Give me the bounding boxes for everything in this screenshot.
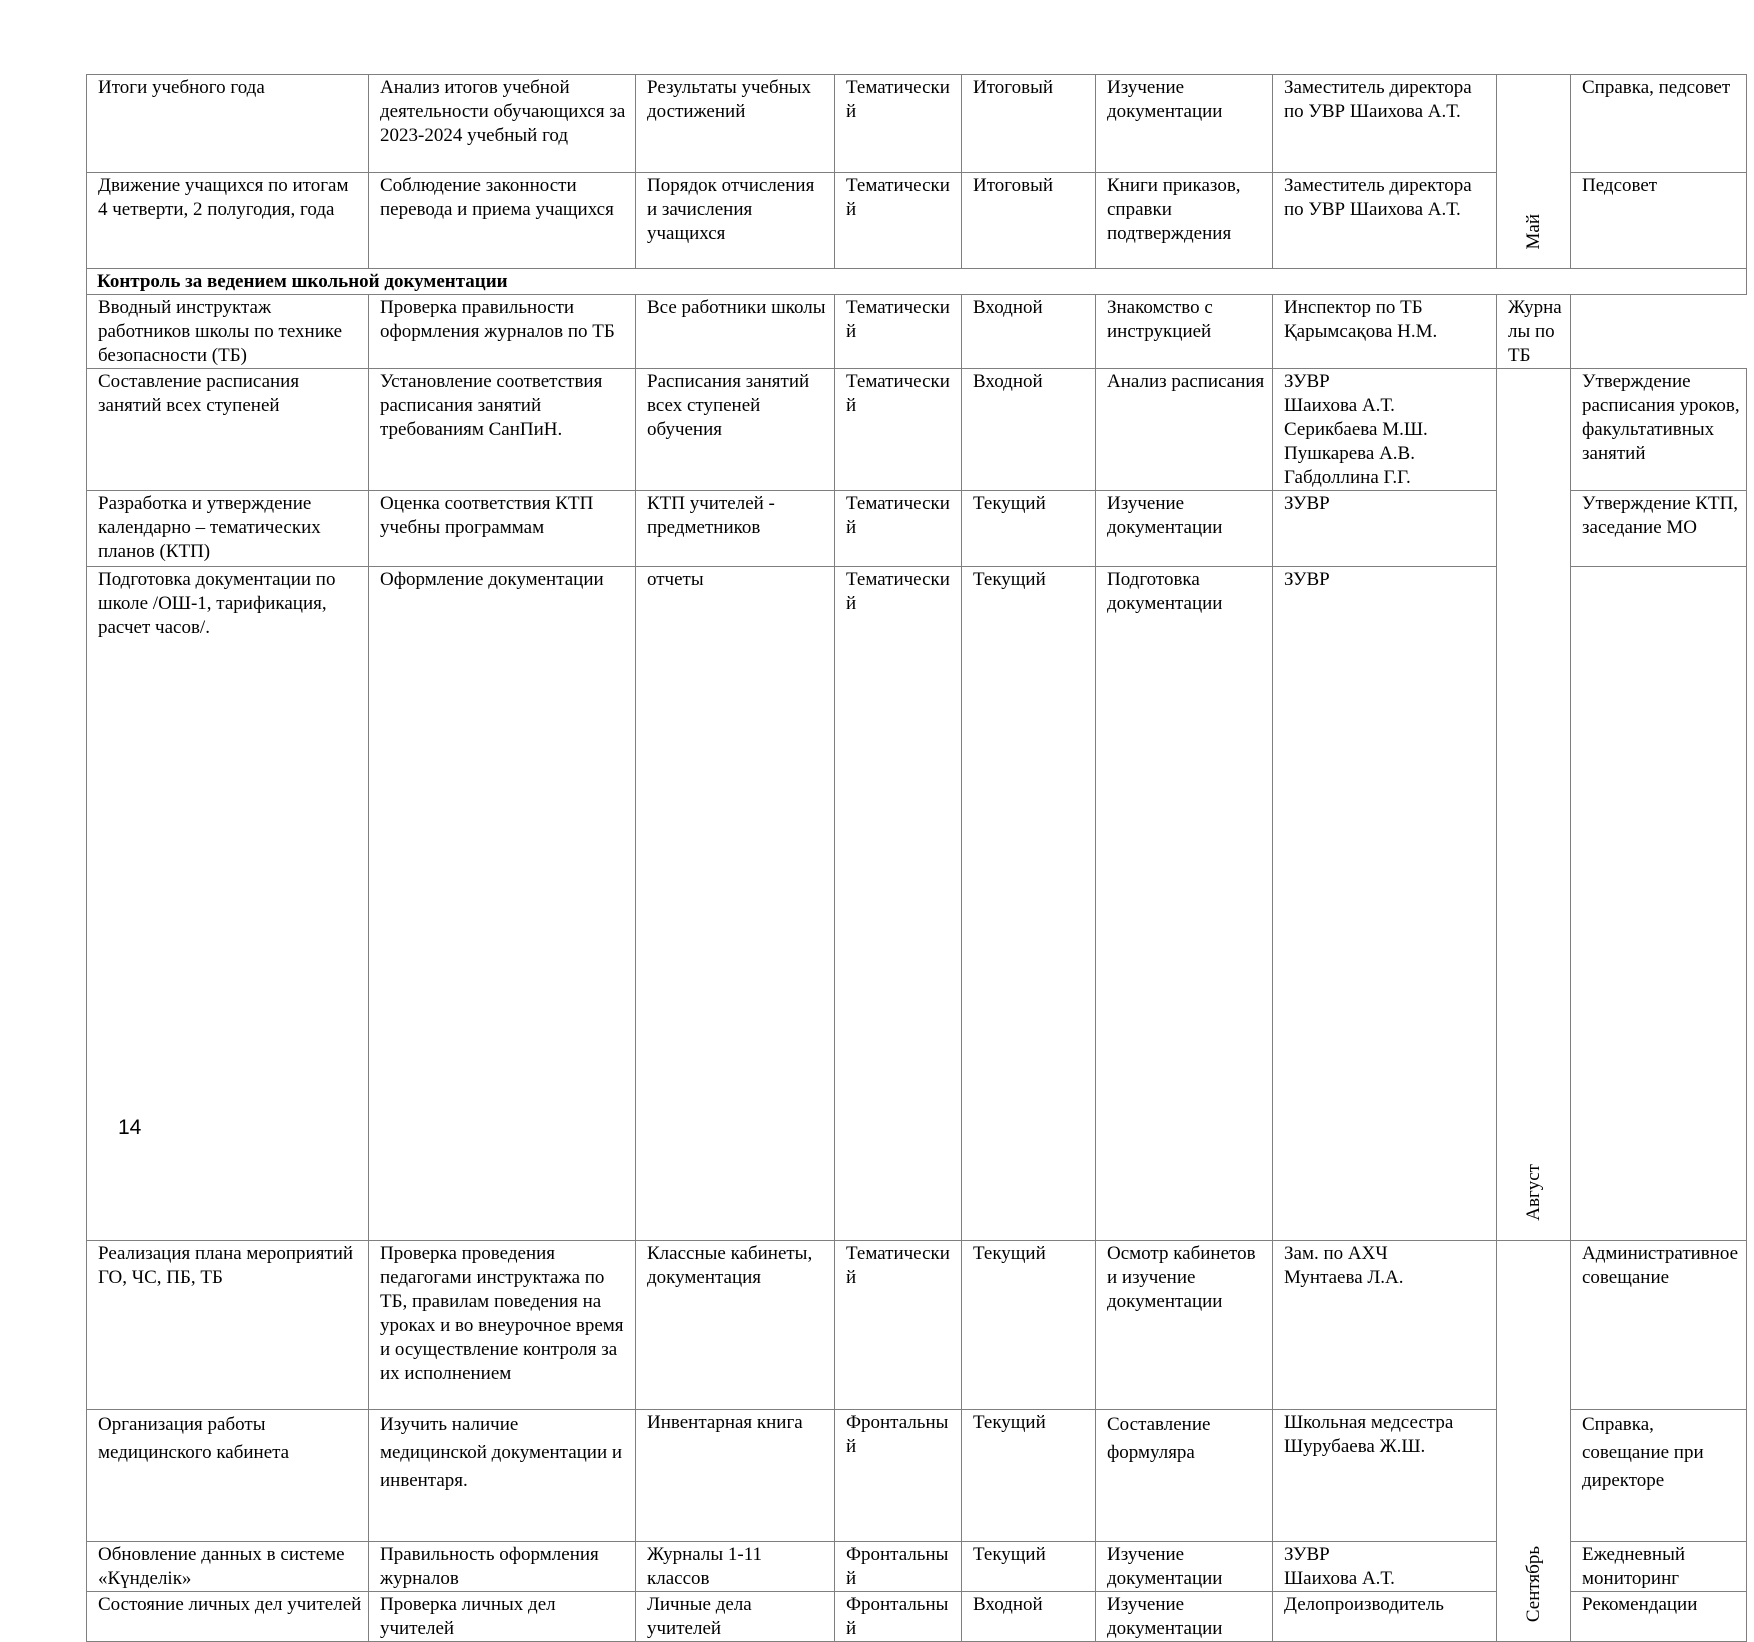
method-cell: Изучение документации (1096, 75, 1273, 173)
table-row (87, 369, 1747, 491)
type-cell: Тематический (835, 173, 962, 269)
goal-cell: Установление соответствия расписания занятий требованиям СанПиН. (369, 369, 636, 491)
responsible-cell: ЗУВР Шаихова А.Т. Серикбаева М.Ш. Пушкарева А.В. Габдоллина Г.Г. (1273, 369, 1497, 491)
object-cell: Результаты учебных достижений (636, 75, 835, 173)
object-cell: отчеты (636, 567, 835, 1241)
method-cell: Осмотр кабинетов и изучение документации (1096, 1241, 1273, 1410)
goal-cell: Проверка проведения педагогами инструктажа по ТБ, правилам поведения на уроках и во внеурочное время и осуществление контроля за их исполнением (369, 1241, 636, 1410)
method-cell: Изучение документации (1096, 1592, 1273, 1642)
type-cell: Тематический (835, 1241, 962, 1410)
result-cell: Административное совещание (1571, 1241, 1747, 1410)
responsible-cell: ЗУВР (1273, 491, 1497, 567)
goal-cell: Проверка личных дел учителей (369, 1592, 636, 1642)
object-cell: Расписания занятий всех ступеней обучения (636, 369, 835, 491)
kind-cell: Итоговый (962, 173, 1096, 269)
method-cell: Книги приказов, справки подтверждения (1096, 173, 1273, 269)
subject-cell: Состояние личных дел учителей (87, 1592, 369, 1642)
subject-cell: Организация работы медицинского кабинета (87, 1410, 369, 1542)
type-cell: Фронтальный (835, 1592, 962, 1642)
goal-cell: Правильность оформления журналов (369, 1542, 636, 1592)
subject-cell: Движение учащихся по итогам 4 четверти, 2 полугодия, года (87, 173, 369, 269)
method-cell: Составление формуляра (1096, 1410, 1273, 1542)
table-row (87, 1241, 1747, 1410)
type-cell: Тематический (835, 567, 962, 1241)
kind-cell: Текущий (962, 567, 1096, 1241)
type-cell: Фронтальный (835, 1542, 962, 1592)
goal-cell: Анализ итогов учебной деятельности обучающихся за 2023-2024 учебный год (369, 75, 636, 173)
result-cell: Утверждение расписания уроков, факультативных занятий (1571, 369, 1747, 491)
object-cell: Все работники школы (636, 295, 835, 369)
goal-cell: Соблюдение законности перевода и приема учащихся (369, 173, 636, 269)
goal-cell: Проверка правильности оформления журналов по ТБ (369, 295, 636, 369)
table-row (87, 75, 1747, 173)
subject-cell: Итоги учебного года (87, 75, 369, 173)
responsible-cell: Инспектор по ТБ Қарымсақова Н.М. (1273, 295, 1497, 369)
subject-cell: Реализация плана мероприятий ГО, ЧС, ПБ, ТБ (87, 1241, 369, 1410)
type-cell: Тематический (835, 491, 962, 567)
type-cell: Фронтальный (835, 1410, 962, 1542)
control-plan-table (86, 74, 1747, 1642)
responsible-cell: Делопроизводитель (1273, 1592, 1497, 1642)
method-cell: Подготовка документации (1096, 567, 1273, 1241)
responsible-cell: ЗУВР (1273, 567, 1497, 1241)
object-cell: Порядок отчисления и зачисления учащихся (636, 173, 835, 269)
kind-cell: Входной (962, 295, 1096, 369)
table-row (87, 295, 1747, 369)
subject-cell: Разработка и утверждение календарно – тематических планов (КТП) (87, 491, 369, 567)
month-cell (1497, 1241, 1571, 1642)
result-cell: Утверждение КТП, заседание МО (1571, 491, 1747, 567)
result-cell: Журналы по ТБ (1497, 295, 1571, 369)
responsible-cell: ЗУВР Шаихова А.Т. (1273, 1542, 1497, 1592)
object-cell: Инвентарная книга (636, 1410, 835, 1542)
method-cell: Изучение документации (1096, 1542, 1273, 1592)
method-cell: Изучение документации (1096, 491, 1273, 567)
responsible-cell: Школьная медсестра Шурубаева Ж.Ш. (1273, 1410, 1497, 1542)
object-cell: КТП учителей - предметников (636, 491, 835, 567)
kind-cell: Итоговый (962, 75, 1096, 173)
month-label: Сентябрь (1522, 1545, 1544, 1622)
responsible-cell: Заместитель директора по УВР Шаихова А.Т. (1273, 173, 1497, 269)
method-cell: Знакомство с инструкцией (1096, 295, 1273, 369)
kind-cell: Текущий (962, 1410, 1096, 1542)
subject-cell: Составление расписания занятий всех ступеней (87, 369, 369, 491)
type-cell: Тематический (835, 295, 962, 369)
result-cell: Ежедневный мониторинг (1571, 1542, 1747, 1592)
responsible-cell: Зам. по АХЧ Мунтаева Л.А. (1273, 1241, 1497, 1410)
result-cell: Педсовет (1571, 173, 1747, 269)
result-cell: Рекомендации (1571, 1592, 1747, 1642)
month-cell (1571, 567, 1747, 1241)
method-cell: Анализ расписания (1096, 369, 1273, 491)
kind-cell: Входной (962, 369, 1096, 491)
goal-cell: Изучить наличие медицинской документации и инвентаря. (369, 1410, 636, 1542)
object-cell: Классные кабинеты, документация (636, 1241, 835, 1410)
kind-cell: Текущий (962, 1542, 1096, 1592)
object-cell: Личные дела учителей (636, 1592, 835, 1642)
month-cell (1497, 75, 1571, 269)
section-row (87, 269, 1747, 295)
kind-cell: Текущий (962, 491, 1096, 567)
subject-cell: Обновление данных в системе «Күнделік» (87, 1542, 369, 1592)
section-title: Контроль за ведением школьной документации (87, 269, 1747, 295)
result-cell: Справка, совещание при директоре (1571, 1410, 1747, 1542)
page-number: 14 (118, 1116, 142, 1139)
type-cell: Тематический (835, 369, 962, 491)
kind-cell: Входной (962, 1592, 1096, 1642)
subject-cell: Вводный инструктаж работников школы по технике безопасности (ТБ) (87, 295, 369, 369)
object-cell: Журналы 1-11 классов (636, 1542, 835, 1592)
kind-cell: Текущий (962, 1241, 1096, 1410)
month-label: Май (1522, 213, 1544, 249)
subject-cell: Подготовка документации по школе /ОШ-1, тарификация, расчет часов/. (87, 567, 369, 1241)
responsible-cell: Заместитель директора по УВР Шаихова А.Т. (1273, 75, 1497, 173)
goal-cell: Оценка соответствия КТП учебны программам (369, 491, 636, 567)
result-cell: Справка, педсовет (1571, 75, 1747, 173)
month-label: Август (1522, 1164, 1544, 1221)
goal-cell: Оформление документации (369, 567, 636, 1241)
type-cell: Тематический (835, 75, 962, 173)
month-cell (1497, 369, 1571, 1241)
